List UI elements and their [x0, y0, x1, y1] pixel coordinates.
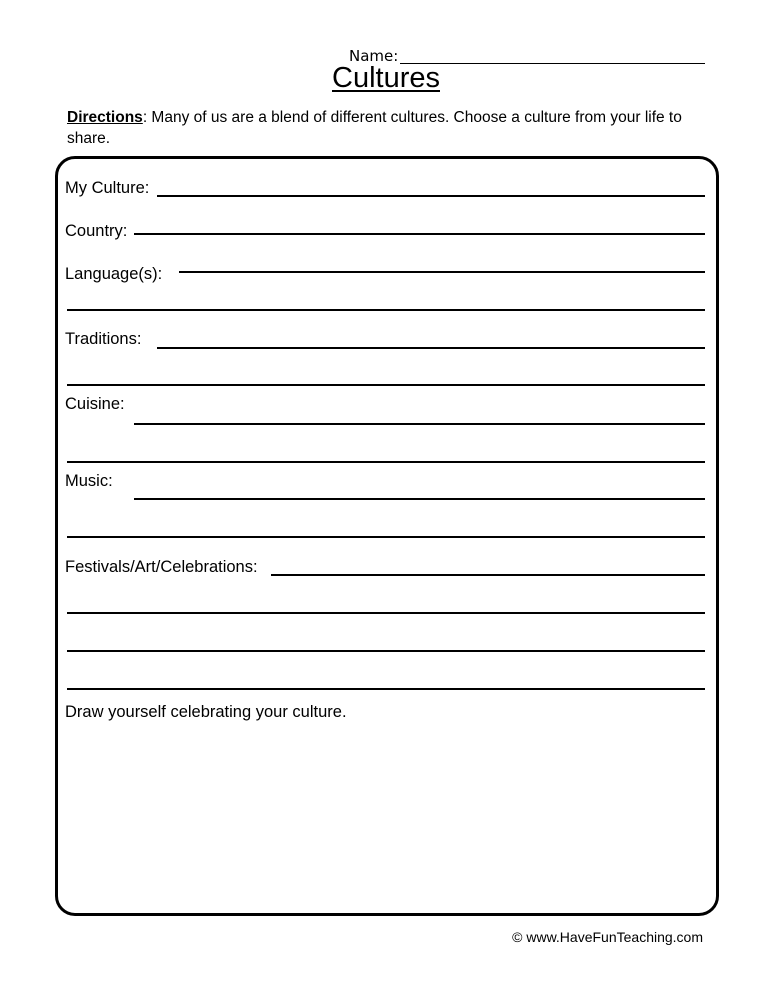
copyright-footer: © www.HaveFunTeaching.com	[512, 929, 703, 945]
traditions-line-1[interactable]	[157, 347, 705, 349]
my-culture-label: My Culture:	[65, 179, 150, 197]
directions	[67, 107, 707, 149]
traditions-line-2[interactable]	[67, 384, 705, 386]
languages-label: Language(s):	[65, 265, 163, 283]
my-culture-line[interactable]	[157, 195, 705, 197]
music-line-1[interactable]	[134, 498, 705, 500]
festivals-line-3[interactable]	[67, 650, 705, 652]
country-label: Country:	[65, 222, 128, 240]
drawing-area[interactable]	[62, 730, 710, 900]
draw-prompt: Draw yourself celebrating your culture.	[65, 703, 347, 721]
cuisine-line-1[interactable]	[134, 423, 705, 425]
directions-label: Directions	[67, 109, 143, 126]
cuisine-line-2[interactable]	[67, 461, 705, 463]
name-label: Name:	[349, 47, 399, 65]
music-label: Music:	[65, 472, 113, 490]
directions-text: : Many of us are a blend of different cultures. Choose a culture from your life to share.	[67, 109, 682, 147]
festivals-line-4[interactable]	[67, 688, 705, 690]
languages-line-1[interactable]	[179, 271, 705, 273]
festivals-line-1[interactable]	[271, 574, 705, 576]
languages-line-2[interactable]	[67, 309, 705, 311]
music-line-2[interactable]	[67, 536, 705, 538]
cuisine-label: Cuisine:	[65, 395, 125, 413]
festivals-label: Festivals/Art/Celebrations:	[65, 558, 258, 576]
traditions-label: Traditions:	[65, 330, 142, 348]
festivals-line-2[interactable]	[67, 612, 705, 614]
country-line[interactable]	[134, 233, 705, 235]
page-title: Cultures	[332, 62, 440, 94]
